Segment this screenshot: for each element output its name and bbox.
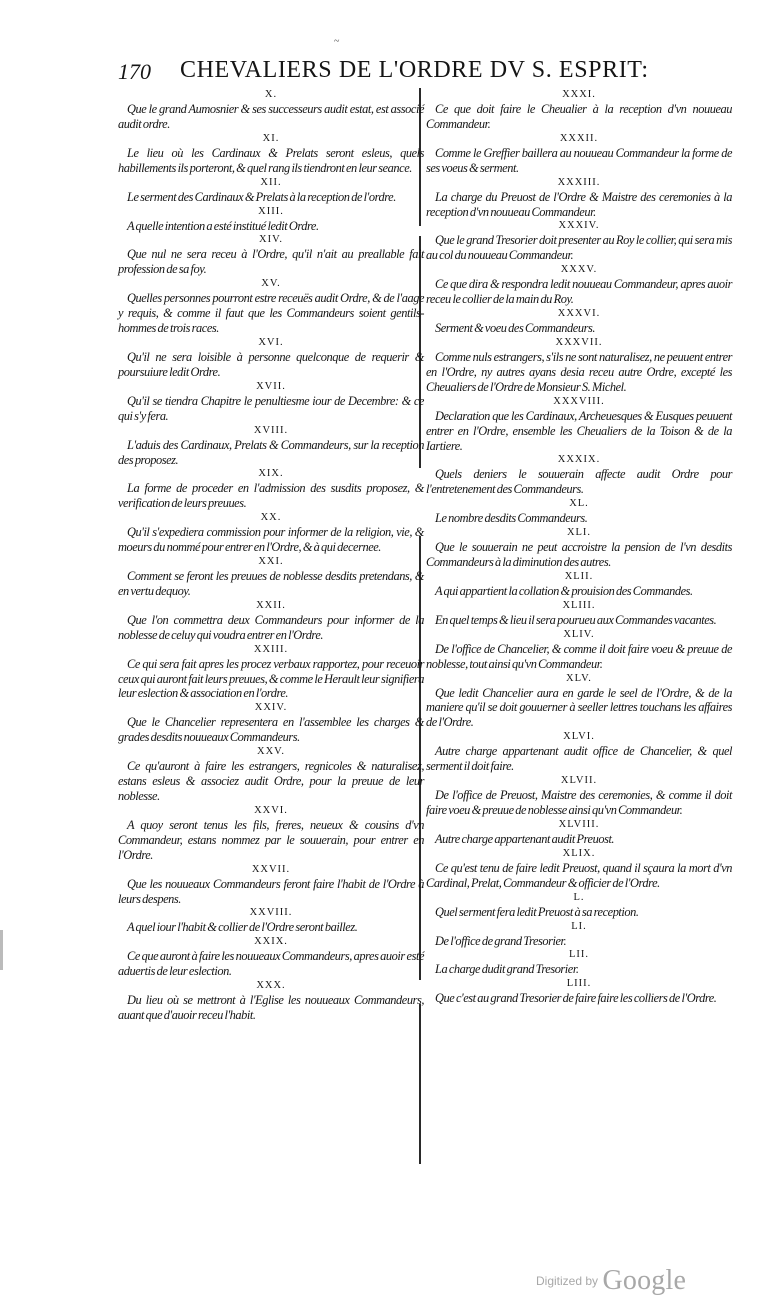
toc-entry [426, 948, 732, 977]
entry-number: XXV. [256, 746, 286, 758]
entry-text: De l'office de Preuost, Maistre des ceremonies, & comme il doit faire voeu & preuue de noblesse ainsi qu'vn Commandeur. [426, 788, 732, 817]
entry-number: XXIX. [254, 936, 288, 948]
entry-text: Que nul ne sera receu à l'Ordre, qu'il n'ait au preallable fait profession de sa foy. [118, 247, 424, 277]
entry-text: A quelle intention a esté institué ledit Ordre. [127, 218, 319, 233]
entry-number: XXXVII. [555, 336, 603, 348]
toc-entry [118, 467, 424, 511]
entry-text: Comme le Greffier baillera au nouueau Commandeur la forme de ses voeus & serment. [426, 145, 732, 175]
entry-text: Autre charge appartenant audit Preuost. [435, 831, 615, 846]
entry-number: XX. [260, 512, 282, 524]
entry-number: XII. [260, 176, 282, 188]
toc-entry [426, 132, 732, 176]
entry-number: XL. [569, 498, 589, 510]
entry-number: XXIV. [254, 702, 288, 714]
entry-text: Qu'il ne sera loisible à personne quelconque de requerir & poursuiure ledit Ordre. [118, 349, 424, 379]
entry-text: A quel iour l'habit & collier de l'Ordre seront baillez. [127, 920, 358, 935]
toc-entry [118, 643, 424, 702]
entry-text: A qui appartient la collation & prouision des Commandes. [435, 583, 693, 598]
entry-number: XIX. [258, 468, 284, 480]
toc-entry [118, 277, 424, 336]
toc-entry [426, 453, 732, 497]
entry-text: Ce que auront à faire les nouueaux Commandeurs, apres auoir esté aduertis de leur eslection. [118, 949, 424, 979]
toc-entry [118, 935, 424, 979]
column-rule [419, 1004, 421, 1164]
right-column [426, 88, 732, 1006]
toc-entry [426, 395, 732, 454]
entry-number: XXXV. [560, 264, 598, 276]
entry-number: XLII. [564, 570, 594, 582]
entry-text: La charge du Preuost de l'Ordre & Maistre des ceremonies à la reception d'vn nouueau Commandeur. [426, 189, 732, 219]
left-column [118, 88, 424, 1023]
entry-number: XXXIX. [557, 454, 601, 466]
toc-entry [426, 263, 732, 307]
entry-text: Ce que doit faire le Cheualier à la reception d'vn nouueau Commandeur. [426, 102, 732, 131]
entry-text: Que le grand Tresorier doit presenter au Roy le collier, qui sera mis au col du nouueau Commandeur. [426, 233, 732, 263]
entry-text: Que le grand Aumosnier & ses successeurs audit estat, est associé audit ordre. [118, 102, 424, 131]
toc-entry [118, 745, 424, 804]
entry-text: Quelles personnes pourront estre receuës audit Ordre, & de l'aage y requis, & comme il faut que les Commandeurs soient gentils-hommes de trois races. [118, 291, 424, 336]
page-number: 170 [118, 59, 151, 84]
entry-text: A quoy seront tenus les fils, freres, neueux & cousins d'vn Commandeur, estans nommez par le souuerain, pour entrer en l'Ordre. [118, 817, 424, 862]
toc-entry [118, 804, 424, 863]
entry-number: LII. [568, 949, 590, 961]
entry-number: XXXIV. [558, 220, 600, 232]
entry-text: Serment & voeu des Commandeurs. [435, 321, 595, 336]
google-logo: Google [602, 1265, 687, 1296]
entry-number: XLVII. [560, 775, 598, 787]
toc-entry [426, 730, 732, 774]
entry-text: Le nombre desdits Commandeurs. [435, 511, 588, 526]
entry-number: XVIII. [253, 424, 289, 436]
toc-entry [426, 920, 732, 949]
toc-entry [118, 88, 424, 132]
entry-number: XLV. [566, 672, 592, 684]
entry-text: Ce qu'auront à faire les estrangers, regnicoles & naturalisez, estans esleus & associez audit Ordre, pour la preuue de leur noblesse. [118, 759, 424, 803]
entry-text: Que c'est au grand Tresorier de faire faire les colliers de l'Ordre. [435, 991, 717, 1006]
entry-text: Que l'on commettra deux Commandeurs pour informer de la noblesse de celuy qui voudra entrer en l'Ordre. [118, 612, 424, 642]
toc-entry [426, 628, 732, 672]
toc-entry [426, 219, 732, 263]
toc-entry [118, 701, 424, 745]
toc-entry [426, 774, 732, 818]
entry-number: XXVIII. [249, 907, 293, 919]
entry-text: Quel serment fera ledit Preuost à sa reception. [435, 904, 639, 919]
entry-number: XXIII. [253, 643, 289, 655]
entry-number: X. [264, 89, 278, 100]
printer-mark: ~ [334, 36, 340, 47]
entry-text: En quel temps & lieu il sera pourueu aux Commandes vacantes. [435, 612, 717, 627]
entry-number: XVI. [258, 336, 284, 348]
toc-entry [118, 380, 424, 424]
entry-text: De l'office de grand Tresorier. [435, 933, 567, 948]
entry-number: XLI. [566, 527, 592, 539]
entry-text: Qu'il s'expediera commission pour informer de la religion, vie, & moeurs du nommé pour entrer en l'Ordre, & à qui decernee. [118, 525, 424, 555]
entry-text: Que le Chancelier representera en l'assemblee les charges & grades desdits nouueaux Commandeurs. [118, 715, 424, 745]
toc-entry [118, 424, 424, 468]
toc-entry [118, 233, 424, 277]
toc-entry [426, 176, 732, 220]
entry-number: XXI. [258, 556, 284, 568]
toc-entry [118, 336, 424, 380]
entry-text: Comment se feront les preuues de noblesse desdits pretendans, & en vertu dequoy. [118, 569, 424, 598]
toc-entry [426, 307, 732, 336]
toc-entry [426, 526, 732, 570]
entry-text: Quels deniers le souuerain affecte audit Ordre pour l'entretenement des Commandeurs. [426, 467, 732, 497]
entry-text: Du lieu où se mettront à l'Eglise les nouueaux Commandeurs, auant que d'auoir receu l'habit. [118, 993, 424, 1023]
running-title: CHEVALIERS DE L'ORDRE DV S. ESPRIT: [180, 57, 649, 83]
toc-entry [426, 977, 732, 1006]
entry-text: Le lieu où les Cardinaux & Prelats seront esleus, quels habillements ils porteront, & quel rang ils tiendront en leur seance. [118, 145, 424, 175]
entry-number: XIV. [259, 234, 283, 246]
entry-text: Que les nouueaux Commandeurs feront faire l'habit de l'Ordre à leurs despens. [118, 876, 424, 906]
entry-number: XXXI. [562, 89, 596, 100]
entry-number: L. [573, 891, 585, 903]
entry-number: XI. [262, 132, 280, 144]
toc-entry [426, 847, 732, 891]
entry-number: XXVII. [251, 863, 291, 875]
entry-number: XXII. [256, 599, 286, 611]
entry-text: Ce qui sera fait apres les procez verbaux rapportez, pour receuoir ceux qui auront fait leurs preuues, & comme le Herault leur signifiera leur eslection & association en l'ordre. [118, 656, 424, 701]
entry-text: La forme de proceder en l'admission des susdits proposez, & verification de leurs preuues. [118, 481, 424, 511]
entry-text: Que ledit Chancelier aura en garde le seel de l'Ordre, & de la maniere qu'il se doit gouuerner à seeller lettres touchans les affaires de l'Ordre. [426, 685, 732, 730]
toc-entry [118, 132, 424, 176]
toc-entry [118, 176, 424, 205]
entry-number: XV. [261, 278, 281, 290]
toc-entry [426, 891, 732, 920]
entry-text: Ce qu'est tenu de faire ledit Preuost, quand il sçaura la mort d'vn Cardinal, Prelat, Commandeur & officier de l'Ordre. [426, 860, 732, 890]
toc-entry [426, 336, 732, 395]
entry-number: XLVIII. [558, 818, 600, 830]
toc-entry [426, 599, 732, 628]
toc-entry [118, 555, 424, 599]
entry-text: Declaration que les Cardinaux, Archeuesques & Eusques peuuent entrer en l'Ordre, ensemble les Cheualiers de la Toison & de la Iartiere. [426, 408, 732, 453]
entry-number: LI. [571, 920, 587, 932]
entry-text: Le serment des Cardinaux & Prelats à la reception de l'ordre. [127, 189, 396, 204]
entry-number: LIII. [566, 978, 592, 990]
toc-entry [118, 205, 424, 234]
toc-entry [426, 497, 732, 526]
toc-entry [118, 863, 424, 907]
toc-entry [118, 979, 424, 1023]
entry-number: XLIII. [562, 599, 596, 611]
entry-number: XVII. [256, 380, 286, 392]
toc-entry [118, 511, 424, 555]
toc-entry [118, 599, 424, 643]
entry-number: XXVI. [254, 804, 288, 816]
toc-entry [426, 672, 732, 731]
entry-number: XXX. [256, 980, 286, 992]
page-edge-shadow [0, 930, 3, 970]
toc-entry [426, 818, 732, 847]
entry-text: Autre charge appartenant audit office de Chancelier, & quel serment il doit faire. [426, 744, 732, 774]
entry-number: XIII. [258, 205, 284, 217]
entry-text: La charge dudit grand Tresorier. [435, 962, 579, 977]
entry-number: XLIV. [563, 628, 595, 640]
toc-entry [118, 906, 424, 935]
entry-number: XXXII. [559, 132, 599, 144]
entry-number: XLVI. [563, 731, 595, 743]
entry-number: XXXVIII. [553, 395, 605, 407]
entry-text: L'aduis des Cardinaux, Prelats & Commandeurs, sur la reception des proposez. [118, 437, 424, 467]
entry-text: Qu'il se tiendra Chapitre le penultiesme iour de Decembre: & ce qui s'y fera. [118, 393, 424, 423]
toc-entry [426, 570, 732, 599]
page-header [118, 55, 738, 89]
entry-number: XXXVI. [557, 308, 601, 320]
entry-text: Ce que dira & respondra ledit nouueau Commandeur, apres auoir receu le collier de la main du Roy. [426, 277, 732, 307]
toc-entry [426, 88, 732, 132]
entry-number: XLIX. [562, 847, 596, 859]
digitization-watermark [536, 1265, 686, 1297]
entry-text: De l'office de Chancelier, & comme il doit faire voeu & preuue de noblesse, tout ainsi qu'vn Commandeur. [426, 641, 732, 671]
entry-text: Que le souuerain ne peut accroistre la pension de l'vn desdits Commandeurs à la diminution des autres. [426, 540, 732, 570]
entry-number: XXXIII. [557, 176, 601, 188]
entry-text: Comme nuls estrangers, s'ils ne sont naturalisez, ne peuuent entrer en l'Ordre, ny autres ayans desia receu autre Ordre, excepté les Cheualiers de l'Ordre de Monsieur S. Michel. [426, 349, 732, 394]
digitized-by-label: Digitized by [536, 1274, 599, 1288]
